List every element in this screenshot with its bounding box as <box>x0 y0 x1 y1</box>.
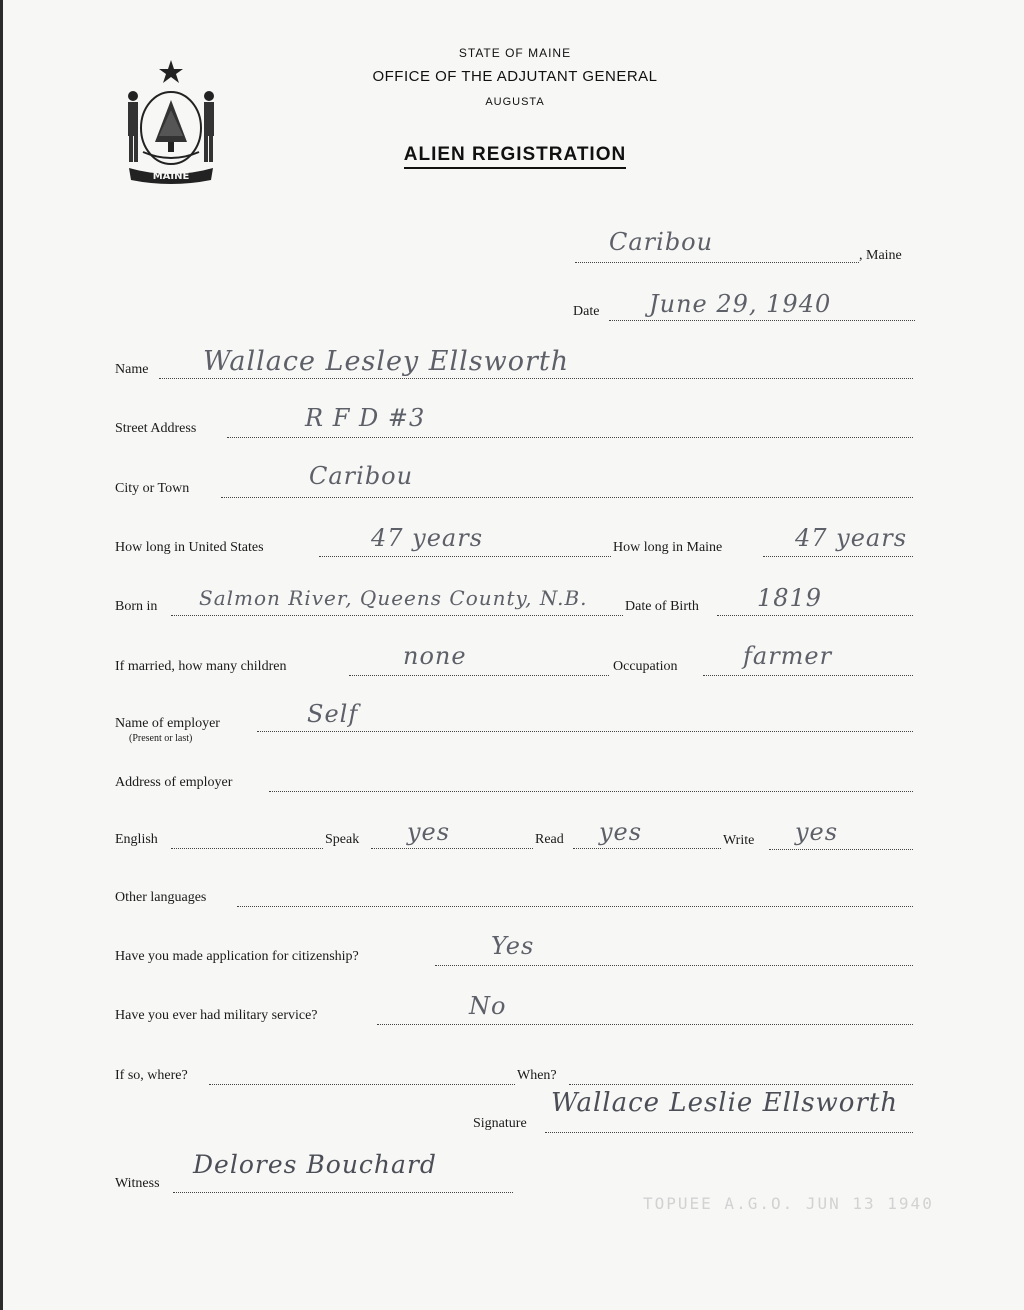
citizenship-label: Have you made application for citizenship? <box>115 949 359 964</box>
form-title: ALIEN REGISTRATION <box>355 144 675 166</box>
street-address-label: Street Address <box>115 421 197 436</box>
how-long-us-label: How long in United States <box>115 540 264 555</box>
write-value: yes <box>795 818 839 846</box>
military-service-dotted-line <box>377 1024 913 1025</box>
witness-label: Witness <box>115 1176 160 1191</box>
name-dotted-line <box>159 378 913 379</box>
signature-label: Signature <box>473 1116 527 1131</box>
how-long-us-value: 47 years <box>371 524 484 552</box>
born-in-dotted-line <box>171 615 623 616</box>
employer-address-dotted-line <box>269 791 913 792</box>
date-of-birth-dotted-line <box>717 615 913 616</box>
header-state: STATE OF MAINE <box>458 46 572 60</box>
date-label: Date <box>573 304 600 319</box>
received-stamp: TOPUEE A.G.O. JUN 13 1940 <box>643 1194 934 1213</box>
employer-note: (Present or last) <box>129 733 193 744</box>
header-office: OFFICE OF THE ADJUTANT GENERAL <box>372 68 658 85</box>
signature-dotted-line <box>545 1132 913 1133</box>
how-long-maine-value: 47 years <box>795 524 908 552</box>
speak-label: Speak <box>325 832 360 847</box>
header-city: AUGUSTA <box>485 96 545 108</box>
read-label: Read <box>535 832 564 847</box>
occupation-dotted-line <box>703 675 913 676</box>
name-label: Name <box>115 362 149 377</box>
children-value: none <box>403 642 467 670</box>
born-in-value: Salmon River, Queens County, N.B. <box>199 586 588 610</box>
city-town-label: City or Town <box>115 481 190 496</box>
svg-text:MAINE: MAINE <box>152 171 190 182</box>
signature-value: Wallace Leslie Ellsworth <box>551 1088 899 1118</box>
military-service-label: Have you ever had military service? <box>115 1008 318 1023</box>
city-town-value: Caribou <box>309 462 414 490</box>
read-value: yes <box>599 818 643 846</box>
write-dotted-line <box>769 849 913 850</box>
employer-value: Self <box>307 700 359 728</box>
when-dotted-line <box>569 1084 913 1085</box>
name-value: Wallace Lesley Ellsworth <box>203 346 570 377</box>
date-dotted-line <box>609 320 915 321</box>
born-in-label: Born in <box>115 599 158 614</box>
other-languages-dotted-line <box>237 906 913 907</box>
married-children-dotted-line <box>349 675 609 676</box>
witness-value: Delores Bouchard <box>193 1150 437 1179</box>
speak-value: yes <box>407 818 451 846</box>
read-dotted-line <box>573 848 721 849</box>
other-languages-label: Other languages <box>115 890 207 905</box>
city-town-dotted-line <box>221 497 913 498</box>
english-label: English <box>115 832 158 847</box>
occupation-value: farmer <box>743 642 833 670</box>
where-dotted-line <box>209 1084 515 1085</box>
military-service-value: No <box>469 992 507 1020</box>
date-of-birth-label: Date of Birth <box>625 599 699 614</box>
street-address-dotted-line <box>227 437 913 438</box>
town-value: Caribou <box>609 228 714 256</box>
married-children-label: If married, how many children <box>115 659 287 674</box>
write-label: Write <box>723 833 755 848</box>
maine-label: , Maine <box>859 248 902 263</box>
how-long-us-dotted-line <box>319 556 611 557</box>
where-label: If so, where? <box>115 1068 188 1083</box>
witness-dotted-line <box>173 1192 513 1193</box>
speak-dotted-line <box>371 848 533 849</box>
english-dotted-line <box>171 848 323 849</box>
occupation-label: Occupation <box>613 659 678 674</box>
date-of-birth-value: 1819 <box>757 584 823 612</box>
how-long-maine-dotted-line <box>763 556 913 557</box>
citizenship-dotted-line <box>435 965 913 966</box>
employer-address-label: Address of employer <box>115 775 233 790</box>
street-address-value: R F D #3 <box>305 404 426 432</box>
citizenship-value: Yes <box>491 932 535 960</box>
town-dotted-line <box>575 262 859 263</box>
employer-dotted-line <box>257 731 913 732</box>
employer-label: Name of employer <box>115 716 220 731</box>
how-long-maine-label: How long in Maine <box>613 540 723 555</box>
date-value: June 29, 1940 <box>649 290 832 318</box>
maine-state-seal <box>115 56 227 186</box>
when-label: When? <box>517 1068 557 1083</box>
